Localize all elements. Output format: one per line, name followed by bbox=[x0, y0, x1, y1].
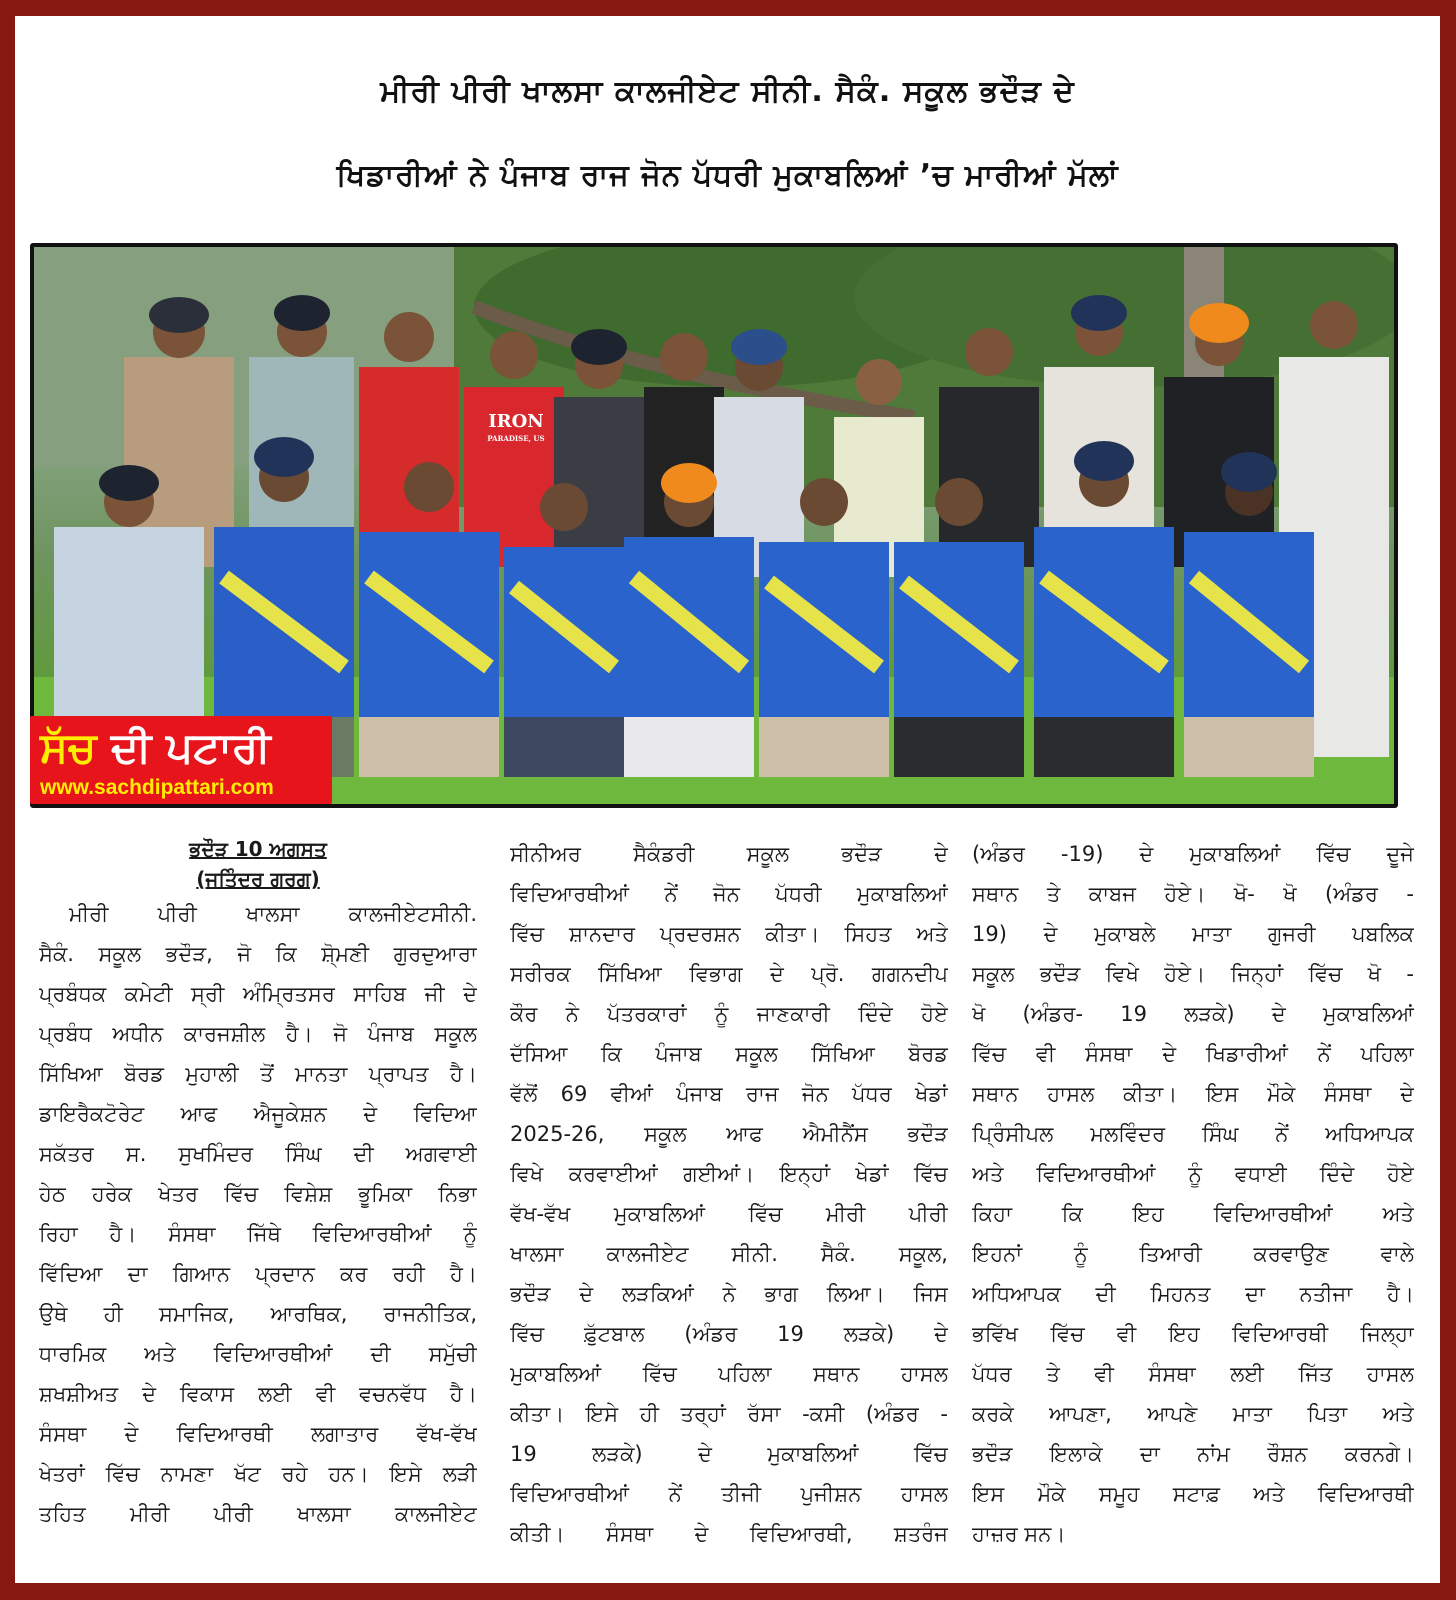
article-line: ਰਿਹਾ ਹੈ। ਸੰਸਥਾ ਜਿੱਥੇ ਵਿਦਿਆਰਥੀਆਂ ਨੂੰ bbox=[39, 1222, 477, 1246]
article-line: 2025-26, ਸਕੂਲ ਆਫ ਐਮੀਨੈਂਸ ਭਦੌੜ bbox=[510, 1122, 948, 1146]
dateline bbox=[39, 834, 477, 864]
article-line: ਕੌਰ ਨੇ ਪੱਤਰਕਾਰਾਂ ਨੂੰ ਜਾਣਕਾਰੀ ਦਿੰਦੇ ਹੋਏ bbox=[510, 1002, 948, 1026]
column-1-lines bbox=[39, 894, 477, 1534]
article-line: ਅਤੇ ਵਿਦਿਆਰਥੀਆਂ ਨੂੰ ਵਧਾਈ ਦਿੰਦੇ ਹੋਏ bbox=[972, 1162, 1414, 1186]
article-line: ਵਿਦਿਆਰਥੀਆਂ ਨੇਂ ਜੋਨ ਪੱਧਰੀ ਮੁਕਾਬਲਿਆਂ bbox=[510, 882, 948, 906]
article-line: ਵਿੱਚ ਸ਼ਾਨਦਾਰ ਪ੍ਰਦਰਸ਼ਨ ਕੀਤਾ। ਸਿਹਤ ਅਤੇ bbox=[510, 922, 948, 946]
shirt-subtext: PARADISE, US bbox=[487, 434, 545, 443]
article-line: ਮੀਰੀ ਪੀਰੀ ਖਾਲਸਾ ਕਾਲਜੀਏਟਸੀਨੀ. bbox=[69, 902, 477, 926]
article-line: ਵਿੱਚ ਫ਼ੁੱਟਬਾਲ (ਅੰਡਰ 19 ਲੜਕੇ) ਦੇ bbox=[510, 1322, 948, 1346]
article-line: 19) ਦੇ ਮੁਕਾਬਲੇ ਮਾਤਾ ਗੁਜਰੀ ਪਬਲਿਕ bbox=[972, 922, 1414, 946]
logo-url: www.sachdipattari.com bbox=[40, 776, 274, 799]
article-line: ਪੱਧਰ ਤੇ ਵੀ ਸੰਸਥਾ ਲਈ ਜਿੱਤ ਹਾਸਲ bbox=[972, 1362, 1414, 1386]
article-line: ਸਿੱਖਿਆ ਬੋਰਡ ਮੁਹਾਲੀ ਤੋਂ ਮਾਨਤਾ ਪ੍ਰਾਪਤ ਹੈ। bbox=[39, 1062, 477, 1086]
column-3-lines bbox=[972, 834, 1414, 1554]
article-line: ਪ੍ਰਿੰਸੀਪਲ ਮਲਵਿੰਦਰ ਸਿੰਘ ਨੇਂ ਅਧਿਆਪਕ bbox=[972, 1122, 1414, 1146]
article-column-3 bbox=[972, 834, 1414, 1554]
article-line: ਵੱਖ-ਵੱਖ ਮੁਕਾਬਲਿਆਂ ਵਿੱਚ ਮੀਰੀ ਪੀਰੀ bbox=[510, 1202, 948, 1226]
headline-line-2: ਖਿਡਾਰੀਆਂ ਨੇ ਪੰਜਾਬ ਰਾਜ ਜੋਨ ਪੱਧਰੀ ਮੁਕਾਬਲਿਆਂ ’ਚ ਮਾਰੀਆਂ ਮੱਲਾਂ bbox=[336, 158, 1119, 193]
article-line: ਖੇਤਰਾਂ ਵਿੱਚ ਨਾਮਣਾ ਖੱਟ ਰਹੇ ਹਨ। ਇਸੇ ਲੜੀ bbox=[39, 1462, 477, 1486]
logo-brand-part-2: ਦੀ ਪਟਾਰੀ bbox=[110, 723, 271, 772]
article-line: ਕਿਹਾ ਕਿ ਇਹ ਵਿਦਿਆਰਥੀਆਂ ਅਤੇ bbox=[972, 1202, 1414, 1226]
newspaper-clipping bbox=[15, 16, 1440, 1583]
article-line: ਅਧਿਆਪਕ ਦੀ ਮਿਹਨਤ ਦਾ ਨਤੀਜਾ ਹੈ। bbox=[972, 1282, 1414, 1306]
article-line: ਸਥਾਨ ਤੇ ਕਾਬਜ ਹੋਏ। ਖੋ- ਖੋ (ਅੰਡਰ - bbox=[972, 882, 1414, 906]
byline-text: (ਜਤਿੰਦਰ ਗਰਗ) bbox=[196, 867, 320, 891]
article-line: ਸਕੱਤਰ ਸ. ਸੁਖਮਿੰਦਰ ਸਿੰਘ ਦੀ ਅਗਵਾਈ bbox=[39, 1142, 477, 1166]
column-2-lines bbox=[510, 834, 948, 1554]
article-line: ਸਰੀਰਕ ਸਿੱਖਿਆ ਵਿਭਾਗ ਦੇ ਪ੍ਰੋ. ਗਗਨਦੀਪ bbox=[510, 962, 948, 986]
article-line: ਵਿੱਚ ਵੀ ਸੰਸਥਾ ਦੇ ਖਿਡਾਰੀਆਂ ਨੇਂ ਪਹਿਲਾ bbox=[972, 1042, 1414, 1066]
shirt-text: IRON bbox=[488, 411, 544, 432]
article-line: ਪ੍ਰਬੰਧਕ ਕਮੇਟੀ ਸ੍ਰੀ ਅੰਮ੍ਰਿਤਸਰ ਸਾਹਿਬ ਜੀ ਦੇ bbox=[39, 982, 477, 1006]
article-line: (ਅੰਡਰ -19) ਦੇ ਮੁਕਾਬਲਿਆਂ ਵਿੱਚ ਦੂਜੇ bbox=[972, 842, 1414, 866]
article-line: ਵੱਲੋਂ 69 ਵੀਆਂ ਪੰਜਾਬ ਰਾਜ ਜੋਨ ਪੱਧਰ ਖੇਡਾਂ bbox=[510, 1082, 948, 1106]
article-line: ਇਹਨਾਂ ਨੂੰ ਤਿਆਰੀ ਕਰਵਾਉਣ ਵਾਲੇ bbox=[972, 1242, 1414, 1266]
article-line: ਸੀਨੀਅਰ ਸੈਕੰਡਰੀ ਸਕੂਲ ਭਦੌੜ ਦੇ bbox=[510, 842, 948, 866]
article-line: ਸਕੂਲ ਭਦੌੜ ਵਿਖੇ ਹੋਏ। ਜਿਨ੍ਹਾਂ ਵਿੱਚ ਖੋ - bbox=[972, 962, 1414, 986]
article-body bbox=[39, 834, 1429, 1574]
article-line: ਖਾਲਸਾ ਕਾਲਜੀਏਟ ਸੀਨੀ. ਸੈਕੰ. ਸਕੂਲ, bbox=[510, 1242, 948, 1266]
article-line: ਸ਼ਖਸ਼ੀਅਤ ਦੇ ਵਿਕਾਸ ਲਈ ਵੀ ਵਚਨਵੱਧ ਹੈ। bbox=[39, 1382, 477, 1406]
logo-brand bbox=[40, 720, 271, 776]
article-line: ਵਿੱਦਿਆ ਦਾ ਗਿਆਨ ਪ੍ਰਦਾਨ ਕਰ ਰਹੀ ਹੈ। bbox=[39, 1262, 477, 1286]
article-line: ਪ੍ਰਬੰਧ ਅਧੀਨ ਕਾਰਜਸ਼ੀਲ ਹੈ। ਜੋ ਪੰਜਾਬ ਸਕੂਲ bbox=[39, 1022, 477, 1046]
headline-line-1: ਮੀਰੀ ਪੀਰੀ ਖਾਲਸਾ ਕਾਲਜੀਏਟ ਸੀਨੀ. ਸੈਕੰ. ਸਕੂਲ ਭਦੌੜ ਦੇ bbox=[380, 74, 1075, 109]
headline bbox=[15, 50, 1440, 218]
article-line: ਕੀਤੀ। ਸੰਸਥਾ ਦੇ ਵਿਦਿਆਰਥੀ, ਸ਼ਤਰੰਜ bbox=[510, 1522, 948, 1546]
article-line: ਭਵਿੱਖ ਵਿੱਚ ਵੀ ਇਹ ਵਿਦਿਆਰਥੀ ਜਿਲ੍ਹਾ bbox=[972, 1322, 1414, 1346]
dateline-text: ਭਦੌੜ 10 ਅਗਸਤ bbox=[189, 837, 327, 861]
article-line: ਮੁਕਾਬਲਿਆਂ ਵਿੱਚ ਪਹਿਲਾ ਸਥਾਨ ਹਾਸਲ bbox=[510, 1362, 948, 1386]
article-line: ਹੇਠ ਹਰੇਕ ਖੇਤਰ ਵਿੱਚ ਵਿਸ਼ੇਸ਼ ਭੂਮਿਕਾ ਨਿਭਾ bbox=[39, 1182, 477, 1206]
article-line: ਧਾਰਮਿਕ ਅਤੇ ਵਿਦਿਆਰਥੀਆਂ ਦੀ ਸਮੁੱਚੀ bbox=[39, 1342, 477, 1366]
article-line: ਕੀਤਾ। ਇਸੇ ਹੀ ਤਰ੍ਹਾਂ ਰੱਸਾ -ਕਸੀ (ਅੰਡਰ - bbox=[510, 1402, 948, 1426]
article-line: 19 ਲੜਕੇ) ਦੇ ਮੁਕਾਬਲਿਆਂ ਵਿੱਚ bbox=[510, 1442, 948, 1466]
article-line: ਵਿਖੇ ਕਰਵਾਈਆਂ ਗਈਆਂ। ਇਨ੍ਹਾਂ ਖੇਡਾਂ ਵਿੱਚ bbox=[510, 1162, 948, 1186]
article-line: ਕਰਕੇ ਆਪਣਾ, ਆਪਣੇ ਮਾਤਾ ਪਿਤਾ ਅਤੇ bbox=[972, 1402, 1414, 1426]
article-line: ਵਿਦਿਆਰਥੀਆਂ ਨੇਂ ਤੀਜੀ ਪੁਜੀਸ਼ਨ ਹਾਸਲ bbox=[510, 1482, 948, 1506]
article-column-2 bbox=[510, 834, 948, 1554]
article-line: ਸੰਸਥਾ ਦੇ ਵਿਦਿਆਰਥੀ ਲਗਾਤਾਰ ਵੱਖ-ਵੱਖ bbox=[39, 1422, 477, 1446]
article-line: ਭਦੌੜ ਦੇ ਲੜਕਿਆਂ ਨੇ ਭਾਗ ਲਿਆ। ਜਿਸ bbox=[510, 1282, 948, 1306]
article-line: ਖੋ (ਅੰਡਰ- 19 ਲੜਕੇ) ਦੇ ਮੁਕਾਬਲਿਆਂ bbox=[972, 1002, 1414, 1026]
logo-brand-part-1: ਸੱਚ bbox=[40, 723, 97, 772]
article-line: ਸਥਾਨ ਹਾਸਲ ਕੀਤਾ। ਇਸ ਮੌਕੇ ਸੰਸਥਾ ਦੇ bbox=[972, 1082, 1414, 1106]
publication-logo bbox=[30, 716, 332, 804]
article-line: ਭਦੌੜ ਇਲਾਕੇ ਦਾ ਨਾਂਮ ਰੌਸ਼ਨ ਕਰਨਗੇ। bbox=[972, 1442, 1414, 1466]
article-line: ਹਾਜ਼ਰ ਸਨ। bbox=[972, 1522, 1066, 1546]
byline bbox=[39, 864, 477, 894]
article-line: ਇਸ ਮੌਕੇ ਸਮੂਹ ਸਟਾਫ਼ ਅਤੇ ਵਿਦਿਆਰਥੀ bbox=[972, 1482, 1414, 1506]
article-line: ਉਥੇ ਹੀ ਸਮਾਜਿਕ, ਆਰਥਿਕ, ਰਾਜਨੀਤਿਕ, bbox=[39, 1302, 477, 1326]
article-line: ਡਾਇਰੈਕਟੋਰੇਟ ਆਫ ਐਜੂਕੇਸ਼ਨ ਦੇ ਵਿਦਿਆ bbox=[39, 1102, 477, 1126]
article-line: ਸੈਕੰ. ਸਕੂਲ ਭਦੌੜ, ਜੋ ਕਿ ਸ਼ੋ੍ਮਣੀ ਗੁਰਦੁਆਰਾ bbox=[39, 942, 477, 966]
article-line: ਤਹਿਤ ਮੀਰੀ ਪੀਰੀ ਖਾਲਸਾ ਕਾਲਜੀਏਟ bbox=[39, 1502, 477, 1526]
article-line: ਦੱਸਿਆ ਕਿ ਪੰਜਾਬ ਸਕੂਲ ਸਿੱਖਿਆ ਬੋਰਡ bbox=[510, 1042, 948, 1066]
article-column-1 bbox=[39, 834, 477, 1534]
